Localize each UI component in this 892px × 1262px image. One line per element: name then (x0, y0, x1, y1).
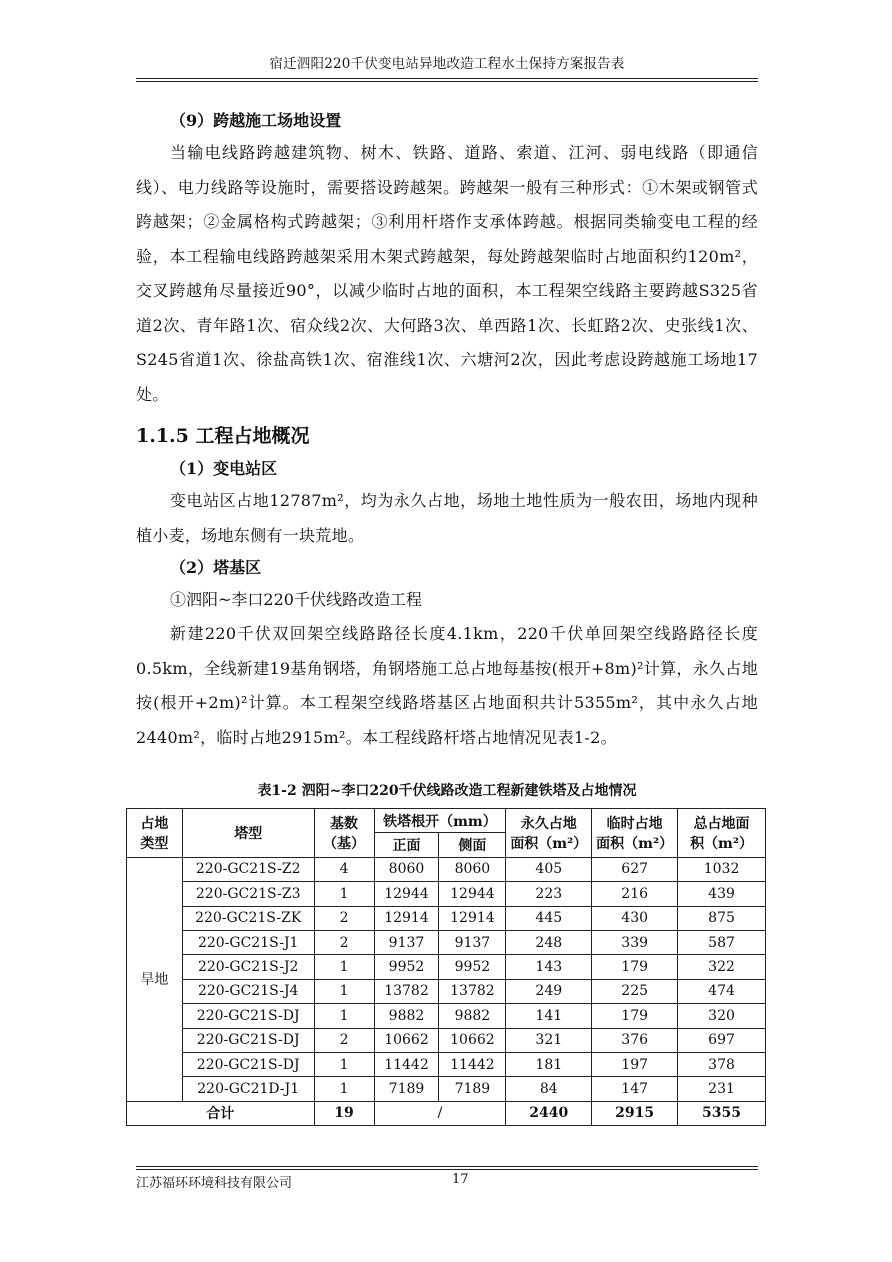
total-permanent: 2440 (506, 1101, 592, 1125)
table-cell: 181 (506, 1052, 592, 1076)
paragraph-crossing: 当输电线路跨越建筑物、树木、铁路、道路、索道、江河、弱电线路（即通信线）、电力线路等设施时，需要搭设跨越架。跨越架一般有三种形式：①木架或钢管式跨越架；②金属格构式跨越架；③利用杆塔作支承体跨越。根据同类输变电工程的经验，本工程输电线路跨越架采用木架式跨越架，每处跨越架临时占地面积约120m²，交叉跨越角尽量接近90°，以减少临时占地的面积，本工程架空线路主要跨越S325省道2次、青年路1次、宿众线2次、大何路3次、单西路1次、长虹路2次、史张线1次、S245省道1次、徐盐高铁1次、宿淮线1次、六塘河2次，因此考虑设跨越施工场地17处。 (136, 143, 758, 404)
table-cell: 11442 (374, 1052, 439, 1076)
footer-rule (136, 1166, 758, 1167)
paragraph-tower: 新建220千伏双回架空线路路径长度4.1km，220千伏单回架空线路路径长度0.5km，全线新建19基角钢塔，角钢塔施工总占地每基按(根开+8m)²计算，永久占地按(根开+2m)²计算。本工程架空线路塔基区占地面积共计5355m²，其中永久占地2440m²，临时占地2915m²。本工程线路杆塔占地情况见表1-2。 (136, 624, 758, 747)
table-cell: 378 (678, 1052, 766, 1076)
section-title-1-1-5: 1.1.5 工程占地概况 (136, 425, 310, 447)
table-row (127, 857, 766, 881)
table-cell: 8060 (439, 857, 506, 881)
table-cell: 1032 (678, 857, 766, 881)
page-number: 17 (452, 1172, 469, 1187)
table-row (127, 979, 766, 1003)
list-item-line-project: ①泗阳~李口220千伏线路改造工程 (170, 590, 422, 609)
table-cell: 1 (314, 1077, 374, 1101)
table-cell: 9882 (374, 1004, 439, 1028)
table-cell: 12944 (439, 882, 506, 906)
table-cell: 875 (678, 906, 766, 930)
total-root: / (374, 1101, 506, 1125)
table-row (127, 1077, 766, 1101)
col-header-side: 侧面 (439, 833, 506, 857)
table-cell: 445 (506, 906, 592, 930)
table-cell: 220-GC21S-Z2 (182, 857, 314, 881)
table-cell: 10662 (439, 1028, 506, 1052)
table-cell: 13782 (374, 979, 439, 1003)
header-rule (136, 78, 758, 79)
table-cell: 9137 (374, 930, 439, 954)
table-cell: 84 (506, 1077, 592, 1101)
total-label: 合计 (127, 1101, 315, 1125)
table-cell: 12914 (374, 906, 439, 930)
page-header-title: 宿迁泗阳220千伏变电站异地改造工程水土保持方案报告表 (269, 56, 625, 72)
col-header-land-type: 占地 类型 (127, 809, 183, 858)
table-caption: 表1-2 泗阳~李口220千伏线路改造工程新建铁塔及占地情况 (257, 783, 637, 799)
table-cell: 179 (592, 1004, 678, 1028)
table-cell: 1 (314, 1004, 374, 1028)
table-cell: 10662 (374, 1028, 439, 1052)
col-header-tower-type: 塔型 (182, 809, 314, 858)
table-row (127, 906, 766, 930)
table-cell: 7189 (374, 1077, 439, 1101)
table-cell: 220-GC21S-DJ (182, 1004, 314, 1028)
body-content (136, 106, 758, 755)
table-cell: 4 (314, 857, 374, 881)
total-sum: 5355 (678, 1101, 766, 1125)
table-cell: 439 (678, 882, 766, 906)
table-cell: 2 (314, 930, 374, 954)
table-cell: 697 (678, 1028, 766, 1052)
table-cell: 13782 (439, 979, 506, 1003)
col-header-count: 基数 （基） (314, 809, 374, 858)
subsection-heading-substation: （1）变电站区 (170, 459, 278, 478)
subsection-heading-tower: （2）塔基区 (170, 558, 262, 577)
table-cell: 1 (314, 1052, 374, 1076)
tower-land-table (126, 808, 766, 1126)
table-cell: 231 (678, 1077, 766, 1101)
table-cell: 9882 (439, 1004, 506, 1028)
table-cell: 376 (592, 1028, 678, 1052)
table-cell: 220-GC21S-Z3 (182, 882, 314, 906)
table-row (127, 930, 766, 954)
table-cell: 9952 (439, 955, 506, 979)
table-cell: 9137 (439, 930, 506, 954)
table-cell: 220-GC21S-J2 (182, 955, 314, 979)
col-header-root-open: 铁塔根开（mm） (374, 809, 506, 833)
table-cell: 248 (506, 930, 592, 954)
table-cell: 12944 (374, 882, 439, 906)
table-cell: 223 (506, 882, 592, 906)
land-type-cell: 旱地 (127, 857, 183, 1101)
table-cell: 220-GC21S-J4 (182, 979, 314, 1003)
table-cell: 220-GC21S-ZK (182, 906, 314, 930)
total-temporary: 2915 (592, 1101, 678, 1125)
table-cell: 2 (314, 1028, 374, 1052)
table-cell: 8060 (374, 857, 439, 881)
col-header-front: 正面 (374, 833, 439, 857)
table-cell: 220-GC21S-J1 (182, 930, 314, 954)
table-total-row (127, 1101, 766, 1125)
table-cell: 141 (506, 1004, 592, 1028)
table-cell: 430 (592, 906, 678, 930)
total-count: 19 (314, 1101, 374, 1125)
table-cell: 1 (314, 955, 374, 979)
header-rule-thin (136, 81, 758, 82)
paragraph-substation: 变电站区占地12787m²，均为永久占地，场地土地性质为一般农田，场地内现种植小麦，场地东侧有一块荒地。 (136, 491, 758, 545)
table-cell: 320 (678, 1004, 766, 1028)
subsection-heading-9: （9）跨越施工场地设置 (170, 111, 342, 130)
table-cell: 11442 (439, 1052, 506, 1076)
col-header-total: 总占地面 积（m²） (678, 809, 766, 858)
table-cell: 322 (678, 955, 766, 979)
table-cell: 220-GC21S-DJ (182, 1028, 314, 1052)
table-row (127, 1028, 766, 1052)
table-cell: 197 (592, 1052, 678, 1076)
table-cell: 1 (314, 882, 374, 906)
table-cell: 225 (592, 979, 678, 1003)
table-cell: 321 (506, 1028, 592, 1052)
table-row (127, 882, 766, 906)
table-cell: 474 (678, 979, 766, 1003)
table-cell: 587 (678, 930, 766, 954)
table-cell: 339 (592, 930, 678, 954)
table-cell: 143 (506, 955, 592, 979)
table-row (127, 955, 766, 979)
col-header-permanent: 永久占地 面积（m²） (506, 809, 592, 858)
table-cell: 9952 (374, 955, 439, 979)
footer-company: 江苏福环环境科技有限公司 (136, 1176, 293, 1191)
table-cell: 2 (314, 906, 374, 930)
footer-rule-thin (136, 1169, 758, 1170)
table-cell: 12914 (439, 906, 506, 930)
table-cell: 1 (314, 979, 374, 1003)
table-cell: 7189 (439, 1077, 506, 1101)
table-cell: 220-GC21S-DJ (182, 1052, 314, 1076)
table-cell: 249 (506, 979, 592, 1003)
table-row (127, 1052, 766, 1076)
table-cell: 216 (592, 882, 678, 906)
table-cell: 147 (592, 1077, 678, 1101)
table-row (127, 1004, 766, 1028)
table-cell: 627 (592, 857, 678, 881)
table-cell: 405 (506, 857, 592, 881)
col-header-temporary: 临时占地 面积（m²） (592, 809, 678, 858)
table-cell: 220-GC21D-J1 (182, 1077, 314, 1101)
table-cell: 179 (592, 955, 678, 979)
